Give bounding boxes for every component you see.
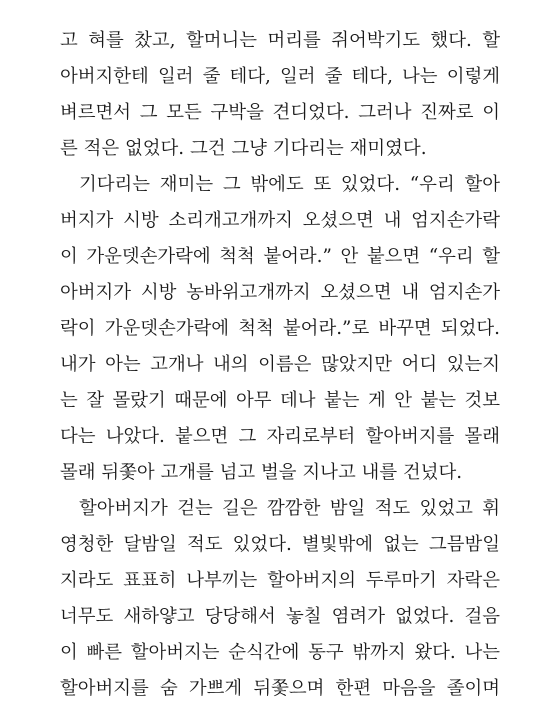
text-line: 기다리는 재미는 그 밖에도 또 있었다. “우리 할아 <box>79 174 500 195</box>
text-line: 몰래 뒤쫓아 고개를 넘고 벌을 지나고 내를 건넜다. <box>60 462 463 483</box>
text-line: 할아버지를 숨 가쁘게 뒤쫓으며 한편 마음을 졸이며 <box>60 678 500 699</box>
text-line: 아버지가 시방 농바위고개까지 오셨으면 내 엄지손가 <box>60 282 500 303</box>
text-line: 내가 아는 고개나 내의 이름은 많았지만 어디 있는지 <box>60 354 500 375</box>
text-line: 이 가운뎃손가락에 척척 붙어라.” 안 붙으면 “우리 할 <box>60 246 500 267</box>
text-line: 락이 가운뎃손가락에 척척 붙어라.”로 바꾸면 되었다. <box>60 318 500 339</box>
body-text <box>60 23 500 707</box>
text-line: 할아버지가 걷는 길은 깜깜한 밤일 적도 있었고 휘 <box>79 498 500 519</box>
text-line: 영청한 달밤일 적도 있었다. 별빛밖에 없는 그믐밤일 <box>60 534 500 555</box>
text-line: 지라도 표표히 나부끼는 할아버지의 두루마기 자락은 <box>60 570 500 591</box>
text-line: 이 빠른 할아버지는 순식간에 동구 밖까지 왔다. 나는 <box>60 642 500 663</box>
text-line: 다는 나았다. 붙으면 그 자리로부터 할아버지를 몰래 <box>60 426 500 447</box>
text-line: 아버지한테 일러 줄 테다, 일러 줄 테다, 나는 이렇게 <box>60 66 500 87</box>
text-line: 고 혀를 찼고, 할머니는 머리를 쥐어박기도 했다. 할 <box>60 30 500 51</box>
text-line: 는 잘 몰랐기 때문에 아무 데나 붙는 게 안 붙는 것보 <box>60 390 500 411</box>
text-line: 른 적은 없었다. 그건 그냥 기다리는 재미였다. <box>60 138 427 159</box>
text-line: 너무도 새하얗고 당당해서 놓칠 염려가 없었다. 걸음 <box>60 606 500 627</box>
text-line: 버지가 시방 소리개고개까지 오셨으면 내 엄지손가락 <box>60 210 500 231</box>
text-line: 벼르면서 그 모든 구박을 견디었다. 그러나 진짜로 이 <box>60 102 500 123</box>
